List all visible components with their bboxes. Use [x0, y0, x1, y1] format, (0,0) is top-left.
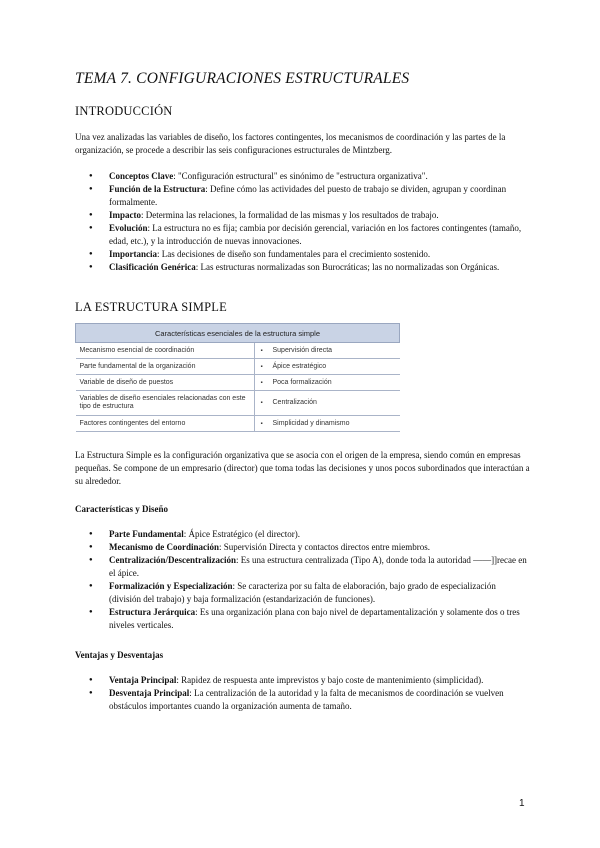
- list-item: ● Estructura Jerárquica: Es una organización plana con bajo nivel de departamentalización y solamente dos o tres niveles verticales.: [75, 606, 530, 632]
- list-item: ● Centralización/Descentralización: Es una estructura centralizada (Tipo A), donde toda la autoridad ——]]recae en el ápice.: [75, 554, 530, 580]
- table-cell-label: Variables de diseño esenciales relacionadas con este tipo de estructura: [76, 391, 255, 416]
- table-row: [76, 359, 400, 375]
- table-cell-value: ▪ Supervisión directa: [254, 343, 400, 359]
- list-item: ● Clasificación Genérica: Las estructuras normalizadas son Burocráticas; las no normalizadas son Orgánicas.: [75, 261, 530, 274]
- document-title: TEMA 7. CONFIGURACIONES ESTRUCTURALES: [75, 70, 410, 87]
- table-header: Características esenciales de la estructura simple: [76, 324, 400, 343]
- table-cell-value: ▪ Centralización: [254, 391, 400, 416]
- table-cell-value: ▪ Ápice estratégico: [254, 359, 400, 375]
- design-bullet-list: [75, 528, 530, 632]
- list-item: ● Formalización y Especialización: Se caracteriza por su falta de elaboración, bajo grado de especialización (división del trabajo) y baja formalización (estandarización de funciones).: [75, 580, 530, 606]
- list-item: ● Mecanismo de Coordinación: Supervisión Directa y contactos directos entre miembros.: [75, 541, 530, 554]
- simple-structure-paragraph: La Estructura Simple es la configuración organizativa que se asocia con el origen de la empresa, siendo común en empresas pequeñas. Se compone de un empresario (director) que toma todas las decisiones y unos pocos subordinados que interactúan a su alrededor.: [75, 450, 530, 486]
- table-cell-label: Mecanismo esencial de coordinación: [76, 343, 255, 359]
- list-item: ● Desventaja Principal: La centralización de la autoridad y la falta de mecanismos de coordinación se vuelven obstáculos importantes cuando la organización aumenta de tamaño.: [75, 687, 530, 713]
- table-cell-label: Parte fundamental de la organización: [76, 359, 255, 375]
- characteristics-table: [75, 323, 400, 432]
- design-heading: Características y Diseño: [75, 504, 168, 514]
- table-row: [76, 391, 400, 416]
- list-item: ● Importancia: Las decisiones de diseño son fundamentales para el crecimiento sostenido.: [75, 248, 530, 261]
- table-cell-label: Variable de diseño de puestos: [76, 375, 255, 391]
- list-item: ● Conceptos Clave: "Configuración estructural" es sinónimo de "estructura organizativa".: [75, 170, 530, 183]
- pros-cons-bullet-list: [75, 674, 530, 713]
- table-cell-value: ▪ Poca formalización: [254, 375, 400, 391]
- page-number: 1: [519, 798, 525, 809]
- pros-cons-heading: Ventajas y Desventajas: [75, 650, 164, 660]
- table-row: [76, 343, 400, 359]
- list-item: ● Función de la Estructura: Define cómo las actividades del puesto de trabajo se dividen, agrupan y coordinan formalmente.: [75, 183, 530, 209]
- intro-paragraph: Una vez analizadas las variables de diseño, los factores contingentes, los mecanismos de coordinación y las partes de la organización, se procede a describir las seis configuraciones estructurales de Mintzberg.: [75, 132, 506, 155]
- list-item: ● Evolución: La estructura no es fija; cambia por decisión gerencial, variación en los factores contingentes (tamaño, edad, etc.), y la introducción de nuevas innovaciones.: [75, 222, 530, 248]
- list-item: ● Ventaja Principal: Rapidez de respuesta ante imprevistos y bajo coste de mantenimiento (simplicidad).: [75, 674, 530, 687]
- list-item: ● Impacto: Determina las relaciones, la formalidad de las mismas y los resultados de trabajo.: [75, 209, 530, 222]
- table-cell-label: Factores contingentes del entorno: [76, 416, 255, 432]
- table-cell-value: ▪ Simplicidad y dinamismo: [254, 416, 400, 432]
- table-row: [76, 375, 400, 391]
- table-row: [76, 416, 400, 432]
- simple-structure-heading: LA ESTRUCTURA SIMPLE: [75, 300, 227, 314]
- intro-bullet-list: [75, 170, 530, 274]
- list-item: ● Parte Fundamental: Ápice Estratégico (el director).: [75, 528, 530, 541]
- intro-heading: INTRODUCCIÓN: [75, 104, 173, 118]
